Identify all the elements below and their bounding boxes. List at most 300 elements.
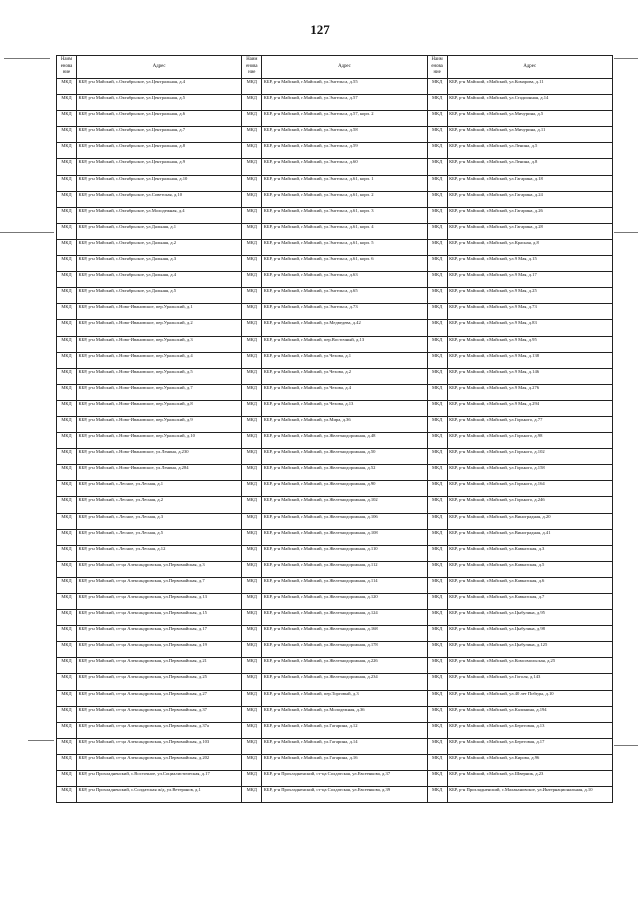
- address-cell: КБР, р-н Майский, г.Майский, ул.Железнодорожная, д.90: [262, 481, 427, 497]
- object-type-cell: МКД: [242, 304, 262, 320]
- object-type-cell: МКД: [427, 658, 447, 674]
- address-cell: КБР, р-н Майский, с.Октябрьское, ул.Центральная, д.8: [77, 143, 242, 159]
- object-type-cell: МКД: [242, 384, 262, 400]
- address-cell: КБР, р-н Майский, г.Майский, ул.9 Мая, д.83: [447, 320, 612, 336]
- object-type-cell: МКД: [427, 690, 447, 706]
- object-type-cell: МКД: [242, 722, 262, 738]
- object-type-cell: МКД: [242, 191, 262, 207]
- object-type-cell: МКД: [242, 272, 262, 288]
- address-cell: КБР, р-н Майский, с.Ново-Ивановское, ул.Ленина, д.284: [77, 465, 242, 481]
- object-type-cell: МКД: [427, 143, 447, 159]
- column-header-address: Адрес: [447, 56, 612, 79]
- address-cell: КБР, р-н Майский, с.Октябрьское, ул.Центральная, д.10: [77, 175, 242, 191]
- object-type-cell: МКД: [242, 674, 262, 690]
- object-type-cell: МКД: [427, 239, 447, 255]
- object-type-cell: МКД: [57, 95, 77, 111]
- object-type-cell: МКД: [427, 159, 447, 175]
- object-type-cell: МКД: [57, 400, 77, 416]
- table-row: [57, 256, 613, 272]
- address-cell: КБР, р-н Майский, ст-ца Александровская, ул.Первомайская, д.17: [77, 626, 242, 642]
- object-type-cell: МКД: [427, 400, 447, 416]
- object-type-cell: МКД: [57, 577, 77, 593]
- address-cell: КБР, р-н Майский, с.Октябрьское, ул.Центральная, д.4: [77, 79, 242, 95]
- column-header-type: Наим енова ние: [242, 56, 262, 79]
- address-table: [56, 55, 613, 803]
- object-type-cell: МКД: [427, 352, 447, 368]
- object-type-cell: МКД: [427, 722, 447, 738]
- object-type-cell: МКД: [242, 143, 262, 159]
- address-cell: КБР, р-н Майский, ст-ца Александровская, ул.Первомайская, д.202: [77, 754, 242, 770]
- address-cell: КБР, р-н Майский, с.Ново-Ивановское, ул.Ленина, д.230: [77, 449, 242, 465]
- table-row: [57, 722, 613, 738]
- address-cell: КБР, р-н Майский, г.Майский, ул.9 Мая, д.294: [447, 400, 612, 416]
- object-type-cell: МКД: [57, 143, 77, 159]
- object-type-cell: МКД: [242, 465, 262, 481]
- column-header-address: Адрес: [262, 56, 427, 79]
- table-row: [57, 465, 613, 481]
- object-type-cell: МКД: [242, 400, 262, 416]
- address-cell: КБР, р-н Майский, г.Майский, ул.Энгельса, д.57, корп. 2: [262, 111, 427, 127]
- address-cell: КБР, р-н Майский, с.Ново-Ивановское, пер.Уральский, д.1: [77, 304, 242, 320]
- address-cell: КБР, р-н Майский, г.Майский, ул.Виноградная, д.41: [447, 529, 612, 545]
- object-type-cell: МКД: [427, 738, 447, 754]
- object-type-cell: МКД: [57, 127, 77, 143]
- table-row: [57, 416, 613, 432]
- address-cell: КБР, р-н Прохладненский, с.Малакановское, ул.Интернациональная, д.10: [447, 787, 612, 803]
- address-cell: КБР, р-н Майский, г.Майский, ул.Мира, д.36: [262, 416, 427, 432]
- address-cell: КБР, р-н Майский, г.Майский, ул.Горького, д.102: [447, 449, 612, 465]
- table-row: [57, 642, 613, 658]
- address-cell: КБР, р-н Майский, г.Майский, ул.Горького, д.77: [447, 416, 612, 432]
- address-cell: КБР, р-н Майский, ст-ца Александровская, ул.Первомайская, д.25: [77, 674, 242, 690]
- column-header-type: Наим енова ние: [427, 56, 447, 79]
- address-cell: КБР, р-н Майский, г.Майский, ул.Железнодорожная, д.168: [262, 626, 427, 642]
- object-type-cell: МКД: [57, 513, 77, 529]
- address-cell: КБР, р-н Майский, г.Майский, ул.Гоголя, д.143: [447, 674, 612, 690]
- address-cell: КБР, р-н Майский, г.Майский, ул.Чехова, д.1: [262, 352, 427, 368]
- object-type-cell: МКД: [242, 787, 262, 803]
- address-cell: КБР, р-н Майский, с.Октябрьское, ул.Центральная, д.9: [77, 159, 242, 175]
- address-cell: КБР, р-н Майский, г.Майский, ул.Ленина, д.8: [447, 159, 612, 175]
- table-row: [57, 111, 613, 127]
- address-cell: КБР, р-н Майский, г.Майский, ул.9 Мая, д.25: [447, 288, 612, 304]
- address-cell: КБР, р-н Майский, с.Ново-Ивановское, пер.Уральский, д.9: [77, 416, 242, 432]
- table-row: [57, 754, 613, 770]
- table-row: [57, 674, 613, 690]
- address-cell: КБР, р-н Прохладненский, ст-ца Солдатская, ул.Евсеенкова, д.37: [262, 771, 427, 787]
- table-row: [57, 191, 613, 207]
- table-row: [57, 368, 613, 384]
- table-row: [57, 352, 613, 368]
- object-type-cell: МКД: [427, 706, 447, 722]
- margin-line: [614, 58, 638, 59]
- address-cell: КБР, р-н Майский, г.Майский, ул.Энгельса, д.61, корп. 2: [262, 191, 427, 207]
- address-cell: КБР, р-н Майский, г.Майский, ул.Комсомольская, д.25: [447, 658, 612, 674]
- margin-line: [0, 232, 54, 233]
- address-cell: КБР, р-н Майский, г.Майский, ул.Горького, д.246: [447, 497, 612, 513]
- address-cell: КБР, р-н Майский, г.Майский, ул.Железнодорожная, д.114: [262, 577, 427, 593]
- address-cell: КБР, р-н Майский, с.Октябрьское, ул.Центральная, д.5: [77, 95, 242, 111]
- object-type-cell: МКД: [57, 416, 77, 432]
- address-cell: КБР, р-н Майский, г.Майский, ул.Чехова, д.13: [262, 400, 427, 416]
- object-type-cell: МКД: [57, 771, 77, 787]
- address-cell: КБР, р-н Майский, с.Октябрьское, ул.Молодежная, д.4: [77, 207, 242, 223]
- object-type-cell: МКД: [242, 79, 262, 95]
- address-cell: КБР, р-н Майский, г.Майский, ул.40 лет Победы, д.10: [447, 690, 612, 706]
- address-cell: КБР, р-н Майский, г.Майский, ул.Железнодорожная, д.178: [262, 642, 427, 658]
- margin-line: [614, 745, 638, 746]
- address-cell: КБР, р-н Майский, г.Майский, ул.Энгельса, д.63: [262, 272, 427, 288]
- address-cell: КБР, р-н Майский, ст-ца Александровская, ул.Первомайская, д.7: [77, 577, 242, 593]
- object-type-cell: МКД: [242, 127, 262, 143]
- object-type-cell: МКД: [57, 594, 77, 610]
- address-cell: КБР, р-н Майский, ст-ца Александровская, ул.Первомайская, д.15: [77, 610, 242, 626]
- object-type-cell: МКД: [427, 594, 447, 610]
- object-type-cell: МКД: [57, 191, 77, 207]
- address-cell: КБР, р-н Майский, г.Майский, ул.Горького, д.158: [447, 465, 612, 481]
- object-type-cell: МКД: [57, 674, 77, 690]
- address-cell: КБР, р-н Майский, с.Октябрьское, ул.Дальняя, д.5: [77, 288, 242, 304]
- address-cell: КБР, р-н Майский, г.Майский, ул.Гагарина, д.28: [447, 223, 612, 239]
- address-cell: КБР, р-н Майский, г.Майский, ул.Кавказская, д.7: [447, 594, 612, 610]
- object-type-cell: МКД: [427, 384, 447, 400]
- address-cell: КБР, р-н Майский, с.Ново-Ивановское, пер.Уральский, д.10: [77, 433, 242, 449]
- object-type-cell: МКД: [427, 433, 447, 449]
- address-cell: КБР, р-н Майский, г.Майский, ул.9 Мая, д.276: [447, 384, 612, 400]
- address-cell: КБР, р-н Майский, г.Майский, ул.Ленина, д.5: [447, 143, 612, 159]
- object-type-cell: МКД: [427, 304, 447, 320]
- table-row: [57, 690, 613, 706]
- object-type-cell: МКД: [242, 690, 262, 706]
- table-row: [57, 223, 613, 239]
- table-row: [57, 610, 613, 626]
- object-type-cell: МКД: [57, 642, 77, 658]
- object-type-cell: МКД: [57, 722, 77, 738]
- object-type-cell: МКД: [57, 256, 77, 272]
- address-cell: КБР, р-н Майский, ст-ца Александровская, ул.Первомайская, д.37: [77, 706, 242, 722]
- address-cell: КБР, р-н Майский, г.Майский, ул.Энгельса, д.58: [262, 127, 427, 143]
- object-type-cell: МКД: [242, 320, 262, 336]
- object-type-cell: МКД: [427, 191, 447, 207]
- object-type-cell: МКД: [427, 207, 447, 223]
- object-type-cell: МКД: [57, 706, 77, 722]
- object-type-cell: МКД: [427, 754, 447, 770]
- address-cell: КБР, р-н Майский, с.Октябрьское, ул.Центральная, д.6: [77, 111, 242, 127]
- margin-line: [614, 232, 638, 233]
- address-cell: КБР, р-н Майский, ст-ца Александровская, ул.Первомайская, д.21: [77, 658, 242, 674]
- table-row: [57, 384, 613, 400]
- object-type-cell: МКД: [427, 111, 447, 127]
- object-type-cell: МКД: [57, 368, 77, 384]
- object-type-cell: МКД: [242, 754, 262, 770]
- object-type-cell: МКД: [57, 159, 77, 175]
- address-cell: КБР, р-н Майский, г.Майский, ул.Железнодорожная, д.48: [262, 433, 427, 449]
- table-row: [57, 433, 613, 449]
- address-cell: КБР, р-н Майский, г.Майский, ул.Цыбулина, д.125: [447, 642, 612, 658]
- object-type-cell: МКД: [427, 771, 447, 787]
- address-cell: КБР, р-н Майский, г.Майский, ул.Гагарина, д.14: [262, 738, 427, 754]
- object-type-cell: МКД: [427, 256, 447, 272]
- address-cell: КБР, р-н Майский, г.Майский, ул.Береговая, д.13: [447, 722, 612, 738]
- object-type-cell: МКД: [427, 449, 447, 465]
- address-cell: КБР, р-н Майский, ст-ца Александровская, ул.Первомайская, д.103: [77, 738, 242, 754]
- table-row: [57, 513, 613, 529]
- table-row: [57, 577, 613, 593]
- table-row: [57, 143, 613, 159]
- object-type-cell: МКД: [242, 239, 262, 255]
- address-cell: КБР, р-н Майский, г.Майский, ул.Энгельса, д.61, корп. 1: [262, 175, 427, 191]
- address-cell: КБР, р-н Майский, с.Ново-Ивановское, пер.Уральский, д.7: [77, 384, 242, 400]
- table-row: [57, 594, 613, 610]
- address-cell: КБР, р-н Майский, г.Майский, ул.Железнодорожная, д.124: [262, 610, 427, 626]
- address-cell: КБР, р-н Майский, г.Майский, ул.Энгельса, д.60: [262, 159, 427, 175]
- column-header-address: Адрес: [77, 56, 242, 79]
- address-cell: КБР, р-н Майский, с.Лесное, ул.Лесная, д.5: [77, 529, 242, 545]
- object-type-cell: МКД: [427, 95, 447, 111]
- object-type-cell: МКД: [427, 223, 447, 239]
- address-cell: КБР, р-н Майский, с.Октябрьское, ул.Центральная, д.7: [77, 127, 242, 143]
- table-body: [57, 79, 613, 803]
- address-cell: КБР, р-н Майский, ст-ца Александровская, ул.Первомайская, д.19: [77, 642, 242, 658]
- table-row: [57, 127, 613, 143]
- address-cell: КБР, р-н Майский, с.Октябрьское, ул.Советская, д.10: [77, 191, 242, 207]
- object-type-cell: МКД: [57, 610, 77, 626]
- table-row: [57, 481, 613, 497]
- address-cell: КБР, р-н Майский, г.Майский, ул.Кирова, д.96: [447, 754, 612, 770]
- address-cell: КБР, р-н Майский, г.Майский, пер.Восточный, д.13: [262, 336, 427, 352]
- object-type-cell: МКД: [242, 545, 262, 561]
- object-type-cell: МКД: [242, 658, 262, 674]
- address-cell: КБР, р-н Майский, г.Майский, ул.9 Мая, д.73: [447, 304, 612, 320]
- address-cell: КБР, р-н Майский, г.Майский, ул.Железнодорожная, д.234: [262, 674, 427, 690]
- table-row: [57, 159, 613, 175]
- object-type-cell: МКД: [242, 111, 262, 127]
- address-cell: КБР, р-н Прохладненский, с.Восточное, ул.Социалистическая, д.17: [77, 771, 242, 787]
- object-type-cell: МКД: [242, 513, 262, 529]
- object-type-cell: МКД: [242, 95, 262, 111]
- address-cell: КБР, р-н Майский, с.Лесное, ул.Лесная, д.3: [77, 513, 242, 529]
- object-type-cell: МКД: [242, 416, 262, 432]
- address-cell: КБР, р-н Майский, г.Майский, ул.Кавказская, д.5: [447, 561, 612, 577]
- table-row: [57, 497, 613, 513]
- object-type-cell: МКД: [427, 610, 447, 626]
- address-cell: КБР, р-н Майский, г.Майский, ул.Железнодорожная, д.102: [262, 497, 427, 513]
- object-type-cell: МКД: [242, 288, 262, 304]
- table-row: [57, 95, 613, 111]
- address-cell: КБР, р-н Майский, г.Майский, ул.Мичурина, д.5: [447, 111, 612, 127]
- object-type-cell: МКД: [242, 706, 262, 722]
- address-cell: КБР, р-н Майский, г.Майский, ул.Энгельса, д.59: [262, 143, 427, 159]
- object-type-cell: МКД: [242, 159, 262, 175]
- address-cell: КБР, р-н Майский, г.Майский, пер.Торговый, д.3: [262, 690, 427, 706]
- object-type-cell: МКД: [427, 368, 447, 384]
- object-type-cell: МКД: [427, 320, 447, 336]
- table-row: [57, 336, 613, 352]
- object-type-cell: МКД: [242, 497, 262, 513]
- address-cell: КБР, р-н Майский, г.Майский, ул.Железнодорожная, д.110: [262, 545, 427, 561]
- address-cell: КБР, р-н Майский, с.Лесное, ул.Лесная, д.1: [77, 481, 242, 497]
- object-type-cell: МКД: [57, 561, 77, 577]
- address-cell: КБР, р-н Майский, г.Майский, ул.Железнодорожная, д.226: [262, 658, 427, 674]
- table-row: [57, 272, 613, 288]
- object-type-cell: МКД: [57, 79, 77, 95]
- object-type-cell: МКД: [427, 272, 447, 288]
- address-cell: КБР, р-н Майский, г.Майский, ул.Горького, д.98: [447, 433, 612, 449]
- address-cell: КБР, р-н Майский, с.Ново-Ивановское, пер.Уральский, д.5: [77, 368, 242, 384]
- object-type-cell: МКД: [427, 513, 447, 529]
- address-cell: КБР, р-н Майский, г.Майский, ул.Цыбулина, д.98: [447, 626, 612, 642]
- address-cell: КБР, р-н Майский, г.Майский, ул.Кавказская, д.6: [447, 577, 612, 593]
- address-cell: КБР, р-н Майский, г.Майский, ул.Гагарина, д.24: [447, 191, 612, 207]
- object-type-cell: МКД: [427, 529, 447, 545]
- object-type-cell: МКД: [242, 175, 262, 191]
- object-type-cell: МКД: [427, 626, 447, 642]
- object-type-cell: МКД: [427, 642, 447, 658]
- table-row: [57, 658, 613, 674]
- address-cell: КБР, р-н Майский, г.Майский, ул.Стадионная, д.14: [447, 95, 612, 111]
- object-type-cell: МКД: [57, 288, 77, 304]
- object-type-cell: МКД: [57, 545, 77, 561]
- object-type-cell: МКД: [242, 449, 262, 465]
- address-cell: КБР, р-н Майский, с.Ново-Ивановское, пер.Уральский, д.8: [77, 400, 242, 416]
- address-cell: КБР, р-н Майский, г.Майский, ул.Береговая, д.17: [447, 738, 612, 754]
- address-cell: КБР, р-н Майский, г.Майский, ул.Железнодорожная, д.50: [262, 449, 427, 465]
- address-register: [56, 55, 612, 803]
- object-type-cell: МКД: [427, 336, 447, 352]
- object-type-cell: МКД: [242, 626, 262, 642]
- object-type-cell: МКД: [57, 449, 77, 465]
- object-type-cell: МКД: [57, 304, 77, 320]
- object-type-cell: МКД: [427, 465, 447, 481]
- address-cell: КБР, р-н Майский, г.Майский, ул.Железнодорожная, д.108: [262, 529, 427, 545]
- address-cell: КБР, р-н Майский, г.Майский, ул.Железнодорожная, д.112: [262, 561, 427, 577]
- address-cell: КБР, р-н Майский, г.Майский, ул.Чехова, д.2: [262, 368, 427, 384]
- object-type-cell: МКД: [57, 481, 77, 497]
- address-cell: КБР, р-н Майский, г.Майский, ул.Калинина, д.194: [447, 706, 612, 722]
- address-cell: КБР, р-н Майский, г.Майский, ул.Железнодорожная, д.120: [262, 594, 427, 610]
- object-type-cell: МКД: [427, 561, 447, 577]
- address-cell: КБР, р-н Майский, г.Майский, ул.Чехова, д.4: [262, 384, 427, 400]
- address-cell: КБР, р-н Майский, г.Майский, ул.Энгельса, д.61, корп. 4: [262, 223, 427, 239]
- address-cell: КБР, р-н Майский, с.Лесное, ул.Лесная, д.12: [77, 545, 242, 561]
- address-cell: КБР, р-н Майский, г.Майский, ул.9 Мая, д.15: [447, 256, 612, 272]
- address-cell: КБР, р-н Майский, г.Майский, ул.Гагарина, д.26: [447, 207, 612, 223]
- object-type-cell: МКД: [57, 529, 77, 545]
- table-row: [57, 626, 613, 642]
- address-cell: КБР, р-н Майский, ст-ца Александровская, ул.Первомайская, д.3: [77, 561, 242, 577]
- page-number: 127: [310, 22, 330, 37]
- address-cell: КБР, р-н Майский, г.Майский, ул.Кавказская, д.3: [447, 545, 612, 561]
- address-cell: КБР, р-н Майский, г.Майский, ул.Железнодорожная, д.52: [262, 465, 427, 481]
- object-type-cell: МКД: [242, 529, 262, 545]
- address-cell: КБР, р-н Майский, г.Майский, ул.Энгельса, д.61, корп. 3: [262, 207, 427, 223]
- address-cell: КБР, р-н Майский, г.Майский, ул.9 Мая, д.95: [447, 336, 612, 352]
- address-cell: КБР, р-н Майский, ст-ца Александровская, ул.Первомайская, д.37а: [77, 722, 242, 738]
- object-type-cell: МКД: [242, 561, 262, 577]
- address-cell: КБР, р-н Майский, с.Ново-Ивановское, пер.Уральский, д.3: [77, 336, 242, 352]
- column-header-type: Наим енова ние: [57, 56, 77, 79]
- object-type-cell: МКД: [57, 384, 77, 400]
- table-header-row: [57, 56, 613, 79]
- object-type-cell: МКД: [427, 416, 447, 432]
- address-cell: КБР, р-н Майский, г.Майский, ул.Железнодорожная, д.106: [262, 513, 427, 529]
- object-type-cell: МКД: [427, 481, 447, 497]
- object-type-cell: МКД: [427, 127, 447, 143]
- object-type-cell: МКД: [242, 577, 262, 593]
- address-cell: КБР, р-н Майский, г.Майский, ул.Энгельса, д.65: [262, 288, 427, 304]
- object-type-cell: МКД: [57, 111, 77, 127]
- address-cell: КБР, р-н Майский, г.Майский, ул.Горького, д.164: [447, 481, 612, 497]
- object-type-cell: МКД: [57, 738, 77, 754]
- object-type-cell: МКД: [242, 368, 262, 384]
- object-type-cell: МКД: [57, 336, 77, 352]
- address-cell: КБР, р-н Майский, г.Майский, ул.Энгельса, д.57: [262, 95, 427, 111]
- object-type-cell: МКД: [242, 433, 262, 449]
- object-type-cell: МКД: [57, 352, 77, 368]
- object-type-cell: МКД: [427, 288, 447, 304]
- address-cell: КБР, р-н Майский, г.Майский, ул.Энгельса, д.55: [262, 79, 427, 95]
- address-cell: КБР, р-н Майский, г.Майский, ул.Энгельса, д.73: [262, 304, 427, 320]
- table-row: [57, 787, 613, 803]
- address-cell: КБР, р-н Прохладненский, ст-ца Солдатская, ул.Евсеенкова, д.39: [262, 787, 427, 803]
- object-type-cell: МКД: [242, 738, 262, 754]
- address-cell: КБР, р-н Майский, г.Майский, ул.Комарова, д.11: [447, 79, 612, 95]
- table-row: [57, 449, 613, 465]
- object-type-cell: МКД: [242, 256, 262, 272]
- object-type-cell: МКД: [57, 223, 77, 239]
- table-row: [57, 400, 613, 416]
- address-cell: КБР, р-н Майский, с.Октябрьское, ул.Дальняя, д.3: [77, 256, 242, 272]
- object-type-cell: МКД: [57, 754, 77, 770]
- address-cell: КБР, р-н Майский, с.Ново-Ивановское, пер.Уральский, д.2: [77, 320, 242, 336]
- object-type-cell: МКД: [57, 658, 77, 674]
- table-row: [57, 288, 613, 304]
- object-type-cell: МКД: [427, 545, 447, 561]
- object-type-cell: МКД: [57, 787, 77, 803]
- address-cell: КБР, р-н Майский, г.Майский, ул.Молодежная, д.36: [262, 706, 427, 722]
- address-cell: КБР, р-н Майский, г.Майский, ул.Гагарина, д.16: [262, 754, 427, 770]
- table-row: [57, 79, 613, 95]
- table-row: [57, 529, 613, 545]
- address-cell: КБР, р-н Майский, г.Майский, ул.Энгельса, д.61, корп. 6: [262, 256, 427, 272]
- object-type-cell: МКД: [242, 481, 262, 497]
- address-cell: КБР, р-н Майский, с.Октябрьское, ул.Дальняя, д.4: [77, 272, 242, 288]
- address-cell: КБР, р-н Майский, г.Майский, ул.9 Мая, д.17: [447, 272, 612, 288]
- address-cell: КБР, р-н Майский, г.Майский, ул.9 Мая, д.146: [447, 368, 612, 384]
- address-cell: КБР, р-н Майский, с.Октябрьское, ул.Дальняя, д.2: [77, 239, 242, 255]
- margin-line: [4, 58, 50, 59]
- object-type-cell: МКД: [57, 175, 77, 191]
- object-type-cell: МКД: [242, 223, 262, 239]
- table-row: [57, 545, 613, 561]
- address-cell: КБР, р-н Майский, г.Майский, ул.Виноградная, д.20: [447, 513, 612, 529]
- address-cell: КБР, р-н Майский, ст-ца Александровская, ул.Первомайская, д.13: [77, 594, 242, 610]
- address-cell: КБР, р-н Майский, г.Майский, ул.9 Мая, д.138: [447, 352, 612, 368]
- object-type-cell: МКД: [57, 626, 77, 642]
- object-type-cell: МКД: [427, 175, 447, 191]
- object-type-cell: МКД: [57, 433, 77, 449]
- address-cell: КБР, р-н Майский, г.Майский, ул.Цыбулина, д.95: [447, 610, 612, 626]
- object-type-cell: МКД: [57, 239, 77, 255]
- address-cell: КБР, р-н Майский, г.Майский, ул.Энгельса, д.61, корп. 5: [262, 239, 427, 255]
- object-type-cell: МКД: [427, 674, 447, 690]
- table-row: [57, 207, 613, 223]
- object-type-cell: МКД: [57, 465, 77, 481]
- table-row: [57, 304, 613, 320]
- object-type-cell: МКД: [427, 497, 447, 513]
- address-cell: КБР, р-н Майский, с.Лесное, ул.Лесная, д.2: [77, 497, 242, 513]
- address-cell: КБР, р-н Майский, г.Майский, ул.Гагарина, д.18: [447, 175, 612, 191]
